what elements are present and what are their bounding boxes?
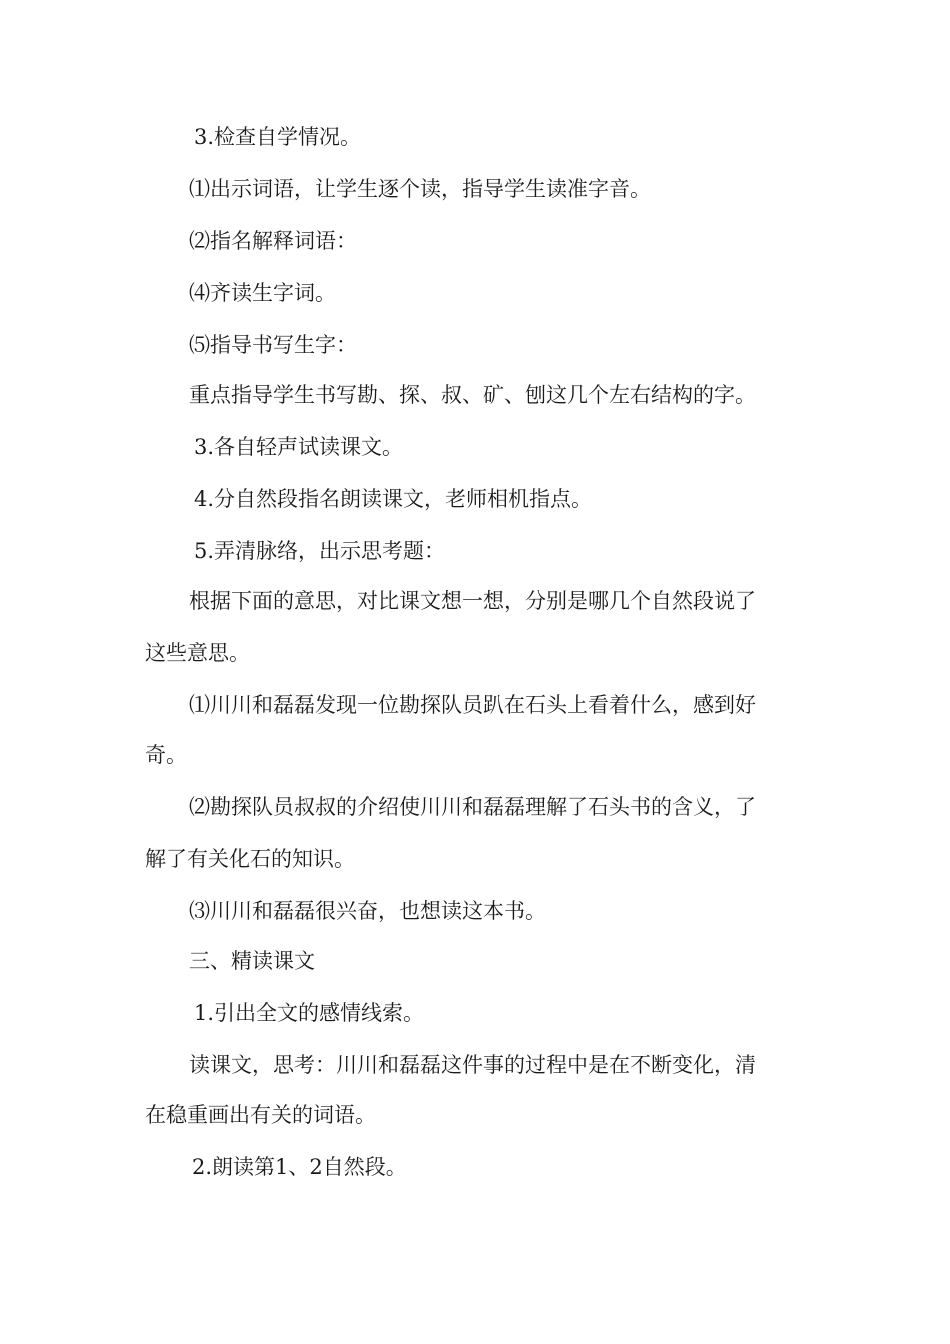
text-line: 解了有关化石的知识。: [145, 847, 355, 871]
text-line: 重点指导学生书写勘、探、叔、矿、刨这几个左右结构的字。: [189, 383, 756, 407]
text-line: 奇。: [145, 743, 187, 767]
text-line: ⑴川川和磊磊发现一位勘探队员趴在石头上看着什么，感到好: [189, 693, 756, 717]
text-line: ⑴出示词语，让学生逐个读，指导学生读准字音。: [189, 177, 651, 201]
text-line: 这些意思。: [145, 641, 250, 665]
section-heading: 三、精读课文: [189, 949, 315, 973]
text-line: ⑵指名解释词语：: [189, 229, 357, 253]
text-line: 在稳重画出有关的词语。: [145, 1103, 376, 1127]
text-line: 3.检查自学情况。: [194, 125, 362, 149]
text-line: 根据下面的意思，对比课文想一想，分别是哪几个自然段说了: [189, 589, 756, 613]
text-line: 读课文，思考：川川和磊磊这件事的过程中是在不断变化，清: [189, 1053, 756, 1077]
text-line: 3.各自轻声试读课文。: [194, 435, 404, 459]
text-line: 2.朗读第1、2自然段。: [192, 1155, 407, 1179]
text-line: 5.弄清脉络，出示思考题：: [194, 539, 446, 563]
text-line: ⑵勘探队员叔叔的介绍使川川和磊磊理解了石头书的含义，了: [189, 795, 756, 819]
text-line: ⑶川川和磊磊很兴奋，也想读这本书。: [189, 899, 546, 923]
text-line: 4.分自然段指名朗读课文，老师相机指点。: [194, 487, 593, 511]
text-line: ⑸指导书写生字：: [189, 333, 357, 357]
text-line: 1.引出全文的感情线索。: [194, 1001, 425, 1025]
text-line: ⑷齐读生字词。: [189, 281, 336, 305]
